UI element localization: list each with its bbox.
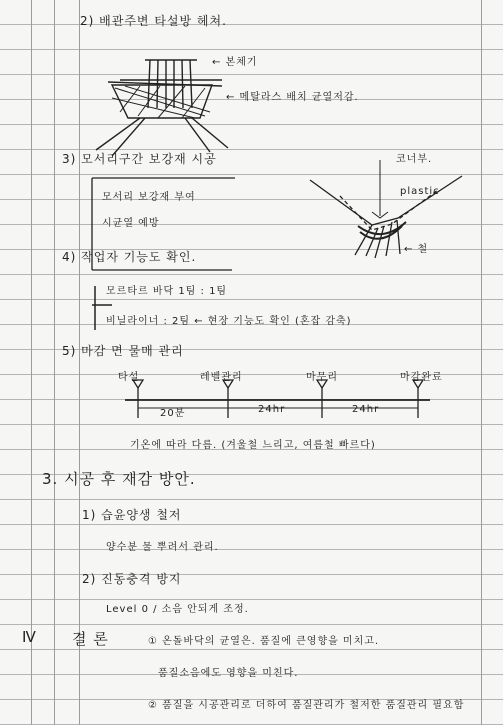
- timeline-interval-2: 24hr: [258, 404, 286, 415]
- corner-sketch: [310, 160, 462, 258]
- note-line-31: ② 품질을 시공관리로 더하여 품질관리가 철저한 품질관리 필요함: [148, 700, 465, 711]
- note-line-1: 2) 배관주변 타설방 헤쳐.: [80, 14, 227, 28]
- note-line-30: 품질소음에도 영향을 미친다.: [158, 668, 299, 679]
- note-line-23: 1) 습윤양생 철저: [82, 508, 182, 522]
- note-line-29: ① 온돌바닥의 균열은. 품질에 큰영향을 미치고.: [148, 636, 380, 647]
- note-line-21: 기온에 따라 다름. (겨울철 느리고, 여름철 빠르다): [130, 440, 376, 451]
- note-line-6: 모서리 보강재 부여: [102, 192, 196, 203]
- section-heading-3: 3. 시공 후 재감 방안.: [42, 470, 196, 488]
- note-line-7: plastic: [400, 186, 440, 197]
- note-line-2: ← 본체기: [212, 57, 258, 68]
- timeline-label-level: 레벨관리: [200, 372, 243, 383]
- note-line-5: 코너부.: [396, 154, 433, 165]
- timeline-label-complete: 마감완료: [400, 372, 443, 383]
- note-line-12: 비닐라이너 : 2팀 ← 현장 기능도 확인 (혼잡 감축): [106, 316, 352, 327]
- note-line-10: 4) 작업자 기능도 확인.: [62, 250, 197, 264]
- timeline-label-finish: 마무리: [306, 372, 338, 383]
- section-heading-4-numeral: Ⅳ: [22, 628, 37, 646]
- note-line-4: 3) 모서리구간 보강재 시공: [62, 152, 217, 166]
- timeline-label-pour: 타설: [118, 372, 140, 383]
- note-line-13: 5) 마감 면 물매 관리: [62, 344, 184, 358]
- timeline-interval-3: 24hr: [352, 404, 380, 415]
- timeline-interval-1: 20분: [160, 408, 186, 419]
- note-line-25: 2) 진동충격 방지: [82, 572, 182, 586]
- note-line-11: 모르타르 바닥 1팀 : 1팀: [106, 286, 228, 297]
- note-line-24: 양수분 물 뿌려서 관리.: [106, 542, 219, 553]
- pipe-sketch: [96, 60, 228, 156]
- note-line-26: Level 0 / 소음 안되게 조정.: [106, 604, 249, 615]
- note-line-3: ← 메탈라스 배치 균열저감.: [226, 92, 359, 103]
- note-line-8: 시균열 예방: [102, 218, 160, 229]
- section-heading-4: 결 론: [72, 630, 109, 648]
- note-line-9: ← 철: [404, 244, 429, 255]
